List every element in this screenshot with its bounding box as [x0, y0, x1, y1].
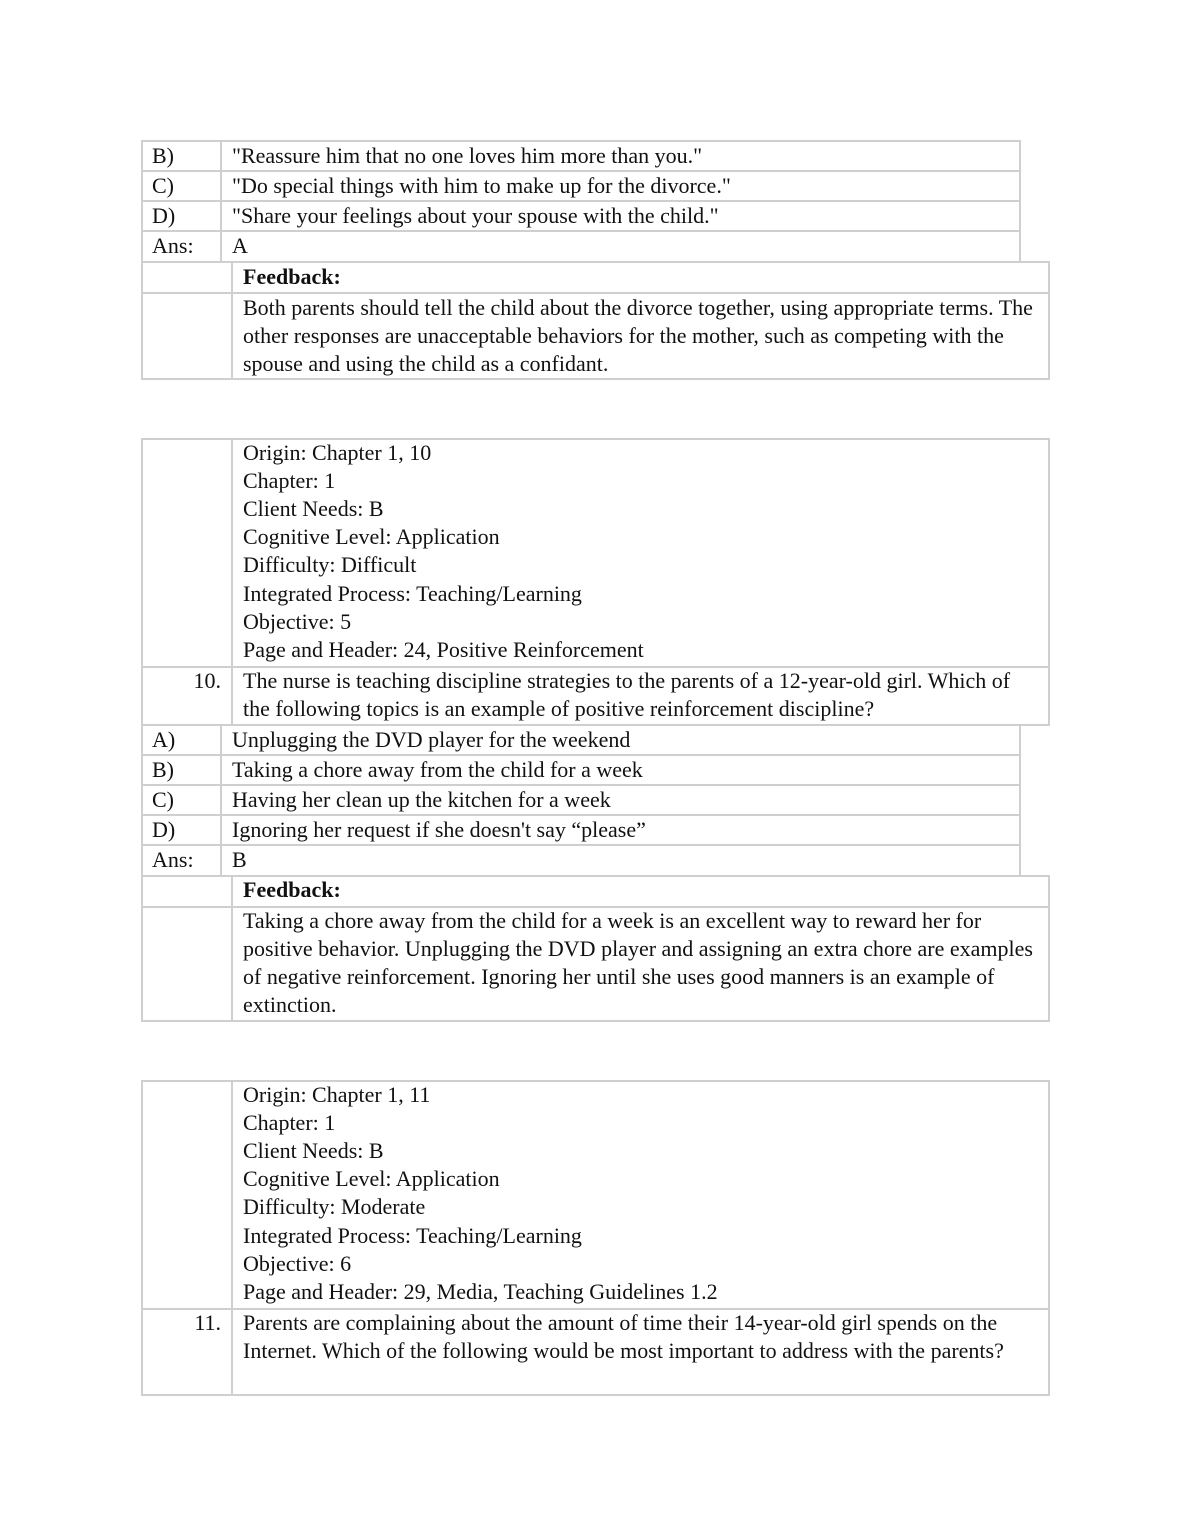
- q10-option-text: Having her clean up the kitchen for a week: [232, 787, 611, 812]
- q10-option-letter: A): [152, 727, 176, 752]
- q11-meta-objective: Objective: 6: [243, 1251, 352, 1276]
- q11-meta-blank-cell: [141, 1080, 233, 1310]
- q9-feedback-label: Feedback:: [243, 264, 341, 289]
- q9-option-text: "Reassure him that no one loves him more than you.": [232, 143, 703, 168]
- q10-meta-difficulty: Difficulty: Difficult: [243, 552, 417, 577]
- q11-meta-chapter: Chapter: 1: [243, 1110, 336, 1135]
- q9-ans-label: Ans:: [152, 233, 194, 258]
- q10-meta-blank-cell: [141, 438, 233, 668]
- q11-number: 11.: [194, 1310, 221, 1335]
- q10-meta-origin: Origin: Chapter 1, 10: [243, 440, 432, 465]
- q10-feedback-blank-cell: [141, 875, 233, 908]
- q10-question-text: The nurse is teaching discipline strategies to the parents of a 12-year-old girl. Which of the following topics is an example of positive reinforcement discipline?: [243, 668, 1011, 721]
- q10-meta-chapter: Chapter: 1: [243, 468, 336, 493]
- q10-meta-objective: Objective: 5: [243, 609, 352, 634]
- q9-answer-row: [141, 230, 1021, 263]
- q9-feedback-blank-cell: [141, 261, 233, 294]
- q10-number: 10.: [193, 668, 221, 693]
- q10-option-letter: C): [152, 787, 174, 812]
- q9-option-letter: C): [152, 173, 174, 198]
- q10-meta-client-needs: Client Needs: B: [243, 496, 384, 521]
- q10-option-text: Taking a chore away from the child for a week: [232, 757, 643, 782]
- q10-feedback-label: Feedback:: [243, 877, 341, 902]
- q10-option-text: Unplugging the DVD player for the weekend: [232, 727, 631, 752]
- q10-meta-page-header: Page and Header: 24, Positive Reinforcement: [243, 637, 644, 662]
- q11-meta-cognitive-level: Cognitive Level: Application: [243, 1166, 500, 1191]
- q11-meta-integrated-process: Integrated Process: Teaching/Learning: [243, 1223, 582, 1248]
- q10-meta-cognitive-level: Cognitive Level: Application: [243, 524, 500, 549]
- q9-option-letter: B): [152, 143, 174, 168]
- q9-option-letter: D): [152, 203, 176, 228]
- q9-option-text: "Share your feelings about your spouse with the child.": [232, 203, 719, 228]
- q11-meta-client-needs: Client Needs: B: [243, 1138, 384, 1163]
- q10-feedback-blank-cell: [141, 906, 233, 1022]
- q11-meta-page-header: Page and Header: 29, Media, Teaching Guidelines 1.2: [243, 1279, 718, 1304]
- q10-option-text: Ignoring her request if she doesn't say “please”: [232, 817, 646, 842]
- q9-feedback-blank-cell: [141, 292, 233, 380]
- q9-option-text: "Do special things with him to make up for the divorce.": [232, 173, 731, 198]
- q10-feedback-text: Taking a chore away from the child for a week is an excellent way to reward her for positive behavior. Unplugging the DVD player and assigning an extra chore are examples of negative reinforcement. Ignoring her until she uses good manners is an example of extinction.: [243, 908, 1033, 1017]
- q10-meta-integrated-process: Integrated Process: Teaching/Learning: [243, 581, 582, 606]
- q10-option-letter: D): [152, 817, 176, 842]
- q10-ans-label: Ans:: [152, 847, 194, 872]
- q9-feedback-text: Both parents should tell the child about the divorce together, using appropriate terms. The other responses are unacceptable behaviors for the mother, such as competing with the spouse and using the child as a confidant.: [243, 295, 1033, 376]
- q10-answer-row: [141, 844, 1021, 877]
- q11-question-text: Parents are complaining about the amount of time their 14-year-old girl spends on the Internet. Which of the following would be most important to address with the parents?: [243, 1310, 1004, 1363]
- q10-ans-value: B: [232, 847, 247, 872]
- q11-meta-origin: Origin: Chapter 1, 11: [243, 1082, 431, 1107]
- q10-option-letter: B): [152, 757, 174, 782]
- q11-meta-difficulty: Difficulty: Moderate: [243, 1194, 426, 1219]
- q9-ans-value: A: [232, 233, 248, 258]
